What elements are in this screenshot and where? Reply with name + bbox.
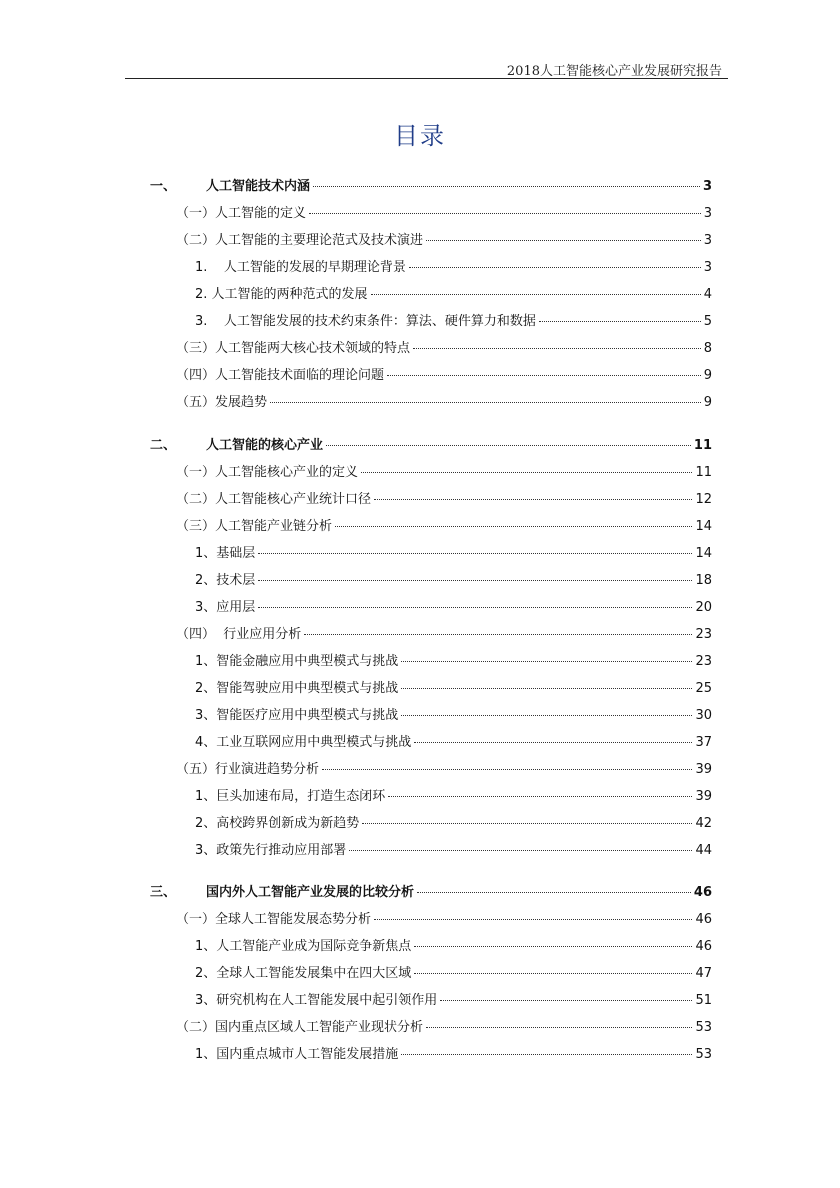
- toc-leader-dots: [258, 580, 692, 581]
- toc-entry[interactable]: [176, 232, 712, 250]
- toc-entry-label: （二）人工智能的主要理论范式及技术演进: [176, 233, 424, 248]
- toc-entry-label: 人工智能的核心产业: [206, 438, 324, 453]
- toc-entry[interactable]: [176, 394, 712, 412]
- toc-page-number: 46: [695, 939, 712, 954]
- toc-page-number: 46: [693, 885, 712, 900]
- toc-entry-label: （三）人工智能产业链分析: [176, 519, 333, 534]
- toc-entry-section-1[interactable]: [150, 178, 712, 196]
- toc-leader-dots: [326, 445, 691, 446]
- toc-leader-dots: [401, 1054, 692, 1055]
- toc-leader-dots: [374, 919, 692, 920]
- toc-leader-dots: [409, 267, 701, 268]
- toc-leader-dots: [349, 850, 692, 851]
- toc-entry-label: 人工智能技术内涵: [206, 179, 311, 194]
- toc-entry[interactable]: [195, 313, 712, 331]
- toc-leader-dots: [361, 472, 692, 473]
- toc-page-number: 44: [695, 843, 712, 858]
- toc-entry[interactable]: [195, 572, 712, 590]
- toc-page-number: 4: [703, 287, 712, 302]
- toc-leader-dots: [258, 553, 692, 554]
- toc-page-number: 5: [703, 314, 712, 329]
- toc-entry[interactable]: [176, 464, 712, 482]
- toc-leader-dots: [417, 892, 691, 893]
- toc-entry[interactable]: [195, 815, 712, 833]
- toc-entry[interactable]: [195, 992, 712, 1010]
- toc-page-number: 3: [703, 260, 712, 275]
- toc-page-number: 30: [695, 708, 712, 723]
- toc-entry[interactable]: [176, 911, 712, 929]
- toc-page-number: 20: [695, 600, 712, 615]
- toc-leader-dots: [313, 186, 700, 187]
- toc-page-number: 3: [703, 233, 712, 248]
- toc-entry[interactable]: [195, 734, 712, 752]
- toc-entry[interactable]: [195, 545, 712, 563]
- toc-page-number: 11: [693, 438, 712, 453]
- toc-entry-label: 2、技术层: [195, 573, 256, 588]
- toc-leader-dots: [374, 499, 692, 500]
- toc-page-number: 11: [695, 465, 712, 480]
- toc-entry-label: （一）人工智能的定义: [176, 206, 307, 221]
- toc-entry[interactable]: [176, 626, 712, 644]
- toc-entry-section-2[interactable]: [150, 437, 712, 455]
- toc-entry-label: （一）人工智能核心产业的定义: [176, 465, 359, 480]
- toc-entry-label: （四） 行业应用分析: [176, 627, 302, 642]
- toc-entry-label: 1、基础层: [195, 546, 256, 561]
- toc-entry-label: 3、研究机构在人工智能发展中起引领作用: [195, 993, 438, 1008]
- toc-entry[interactable]: [195, 259, 712, 277]
- header-rule: [125, 78, 728, 79]
- toc-leader-dots: [414, 742, 692, 743]
- toc-entry-label: （四）人工智能技术面临的理论问题: [176, 368, 385, 383]
- toc-page-number: 9: [703, 395, 712, 410]
- toc-leader-dots: [304, 634, 692, 635]
- toc-leader-dots: [440, 1000, 692, 1001]
- toc-leader-dots: [414, 946, 692, 947]
- toc-entry-label: 1. 人工智能的发展的早期理论背景: [195, 260, 406, 275]
- toc-page-number: 12: [695, 492, 712, 507]
- toc-entry-label: 3、应用层: [195, 600, 256, 615]
- toc-entry-label: （二）国内重点区域人工智能产业现状分析: [176, 1020, 424, 1035]
- toc-entry[interactable]: [176, 1019, 712, 1037]
- toc-entry-label: （二）人工智能核心产业统计口径: [176, 492, 372, 507]
- toc-entry-label: 3、智能医疗应用中典型模式与挑战: [195, 708, 399, 723]
- toc-entry-label: 1、人工智能产业成为国际竞争新焦点: [195, 939, 412, 954]
- toc-entry[interactable]: [176, 761, 712, 779]
- toc-entry-label: 1、国内重点城市人工智能发展措施: [195, 1047, 399, 1062]
- toc-entry[interactable]: [195, 286, 712, 304]
- toc-page-number: 51: [695, 993, 712, 1008]
- toc-entry[interactable]: [176, 518, 712, 536]
- toc-entry-label: 2. 人工智能的两种范式的发展: [195, 287, 368, 302]
- toc-entry[interactable]: [195, 965, 712, 983]
- toc-entry-section-3[interactable]: [150, 884, 712, 902]
- toc-entry[interactable]: [195, 938, 712, 956]
- toc-leader-dots: [539, 321, 701, 322]
- toc-entry-label: （五）行业演进趋势分析: [176, 762, 320, 777]
- toc-entry-label: 2、高校跨界创新成为新趋势: [195, 816, 360, 831]
- toc-page-number: 53: [695, 1047, 712, 1062]
- toc-page-number: 3: [702, 179, 712, 194]
- toc-leader-dots: [270, 402, 701, 403]
- toc-leader-dots: [322, 769, 692, 770]
- toc-entry[interactable]: [176, 340, 712, 358]
- toc-leader-dots: [309, 213, 701, 214]
- toc-title: 目录: [394, 122, 446, 150]
- toc-leader-dots: [388, 796, 692, 797]
- toc-leader-dots: [414, 973, 692, 974]
- toc-entry[interactable]: [195, 599, 712, 617]
- toc-section-number: 三、: [150, 885, 177, 900]
- toc-entry-label: 2、智能驾驶应用中典型模式与挑战: [195, 681, 399, 696]
- toc-page-number: 53: [695, 1020, 712, 1035]
- toc-entry[interactable]: [176, 491, 712, 509]
- toc-leader-dots: [387, 375, 701, 376]
- toc-leader-dots: [401, 661, 692, 662]
- toc-entry-label: 1、智能金融应用中典型模式与挑战: [195, 654, 399, 669]
- toc-entry-label: 1、巨头加速布局，打造生态闭环: [195, 789, 386, 804]
- toc-page-number: 8: [703, 341, 712, 356]
- toc-page-number: 46: [695, 912, 712, 927]
- toc-page-number: 9: [703, 368, 712, 383]
- toc-section-number: 二、: [150, 438, 177, 453]
- toc-entry-label: 4、工业互联网应用中典型模式与挑战: [195, 735, 412, 750]
- toc-leader-dots: [335, 526, 692, 527]
- toc-leader-dots: [371, 294, 701, 295]
- toc-entry-label: （五）发展趋势: [176, 395, 268, 410]
- toc-section-number: 一、: [150, 179, 177, 194]
- toc-entry[interactable]: [195, 842, 712, 860]
- toc-entry[interactable]: [195, 680, 712, 698]
- toc-leader-dots: [426, 1027, 692, 1028]
- toc-entry[interactable]: [195, 1046, 712, 1064]
- toc-leader-dots: [401, 688, 692, 689]
- toc-page-number: 47: [695, 966, 712, 981]
- toc-entry-label: （一）全球人工智能发展态势分析: [176, 912, 372, 927]
- toc-page-number: 37: [695, 735, 712, 750]
- toc-entry[interactable]: [176, 205, 712, 223]
- running-header: 2018人工智能核心产业发展研究报告: [506, 64, 722, 79]
- toc-page-number: 39: [695, 762, 712, 777]
- toc-page-number: 23: [695, 627, 712, 642]
- toc-page-number: 18: [695, 573, 712, 588]
- toc-leader-dots: [258, 607, 692, 608]
- toc-page-number: 23: [695, 654, 712, 669]
- toc-page-number: 14: [695, 519, 712, 534]
- toc-entry-label: （三）人工智能两大核心技术领域的特点: [176, 341, 411, 356]
- toc-page-number: 25: [695, 681, 712, 696]
- toc-leader-dots: [413, 348, 701, 349]
- toc-entry-label: 3、政策先行推动应用部署: [195, 843, 347, 858]
- toc-page-number: 14: [695, 546, 712, 561]
- toc-page-number: 42: [695, 816, 712, 831]
- toc-entry-label: 2、全球人工智能发展集中在四大区域: [195, 966, 412, 981]
- toc-entry-label: 3. 人工智能发展的技术约束条件：算法、硬件算力和数据: [195, 314, 536, 329]
- toc-page-number: 39: [695, 789, 712, 804]
- toc-entry[interactable]: [195, 788, 712, 806]
- toc-entry-label: 国内外人工智能产业发展的比较分析: [206, 885, 415, 900]
- toc-entry[interactable]: [195, 653, 712, 671]
- toc-page-number: 3: [703, 206, 712, 221]
- toc-leader-dots: [426, 240, 701, 241]
- toc-entry[interactable]: [195, 707, 712, 725]
- toc-leader-dots: [362, 823, 692, 824]
- toc-leader-dots: [401, 715, 692, 716]
- toc-entry[interactable]: [176, 367, 712, 385]
